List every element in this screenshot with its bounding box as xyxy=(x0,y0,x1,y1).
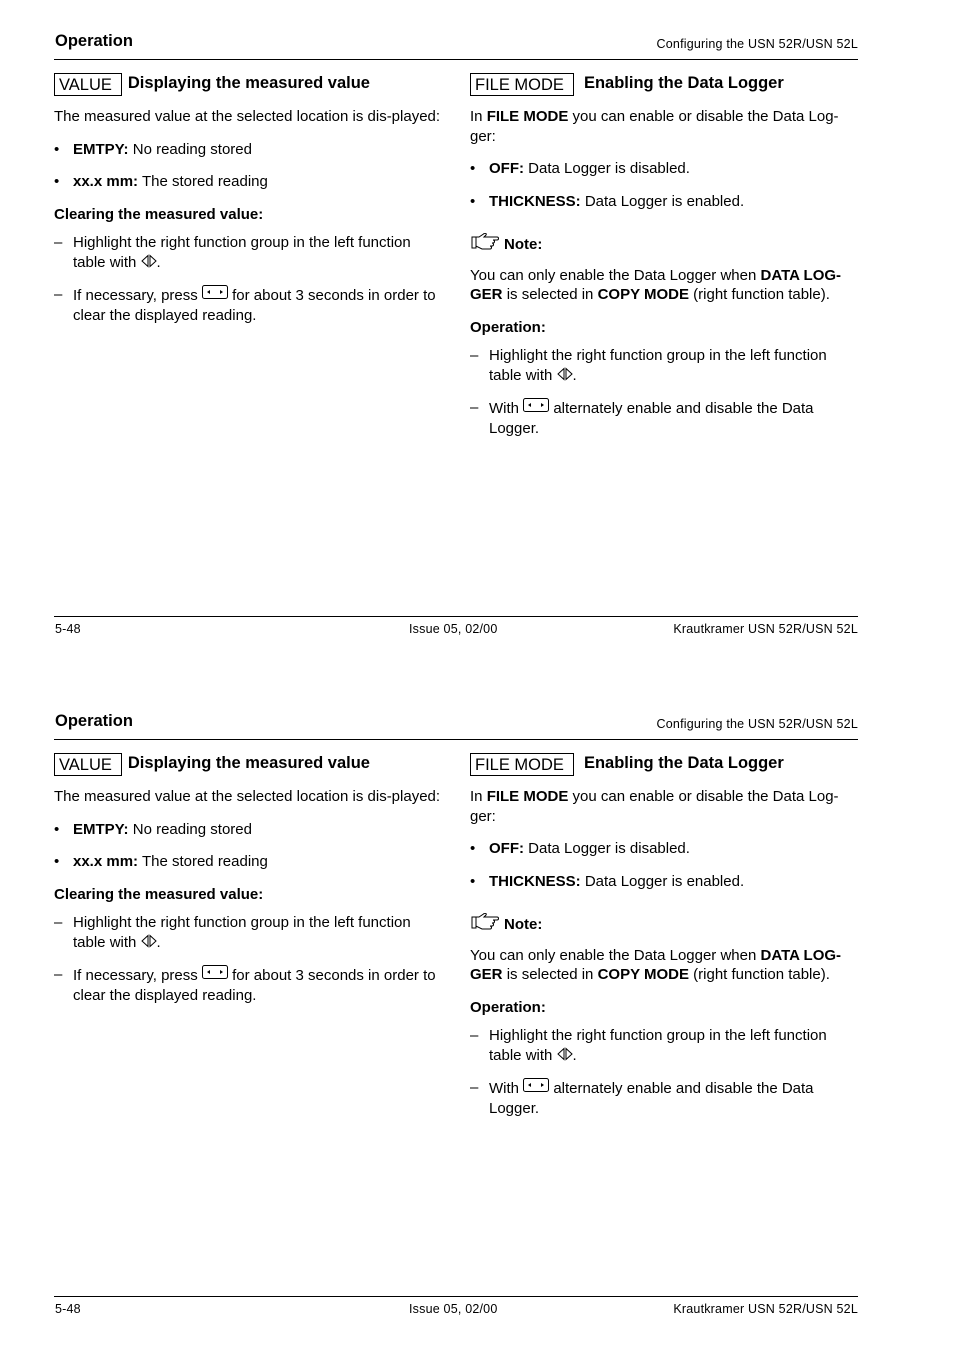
list-item: – If necessary, press for about 3 seconds in order to clear the displayed reading. xyxy=(54,966,436,1004)
page-top xyxy=(0,0,954,675)
filemode-key-label: FILE MODE xyxy=(470,753,574,776)
filemode-section-title: Enabling the Data Logger xyxy=(583,754,784,773)
list-item: • OFF: Data Logger is disabled. xyxy=(470,160,690,177)
header-chapter: Configuring the USN 52R/USN 52L xyxy=(656,37,858,51)
footer-page: 5-48 xyxy=(55,1302,81,1316)
left-right-arrow-keys-icon xyxy=(141,934,157,951)
list-item: – If necessary, press for about 3 seconds in order to clear the displayed reading. xyxy=(54,286,436,324)
enter-key-icon xyxy=(523,400,549,417)
value-section-heading xyxy=(54,752,444,776)
header-section: Operation xyxy=(55,712,133,730)
clearing-subheading: Clearing the measured value: xyxy=(54,205,264,223)
value-intro: The measured value at the selected location is dis-played: xyxy=(54,108,441,125)
note-heading: Note: xyxy=(470,233,858,257)
footer-issue: Issue 05, 02/00 xyxy=(409,622,498,636)
operation-subheading: Operation: xyxy=(470,998,546,1016)
enter-key-icon xyxy=(523,1080,549,1097)
footer-page: 5-48 xyxy=(55,622,81,636)
left-column xyxy=(54,72,444,338)
footer-product: Krautkramer USN 52R/USN 52L xyxy=(673,1302,858,1316)
pointing-hand-icon xyxy=(470,913,504,937)
footer-product: Krautkramer USN 52R/USN 52L xyxy=(673,622,858,636)
note-text: You can only enable the Data Logger when DATA LOG-GER is selected in COPY MODE (right function table). xyxy=(470,946,842,983)
left-right-arrow-keys-icon xyxy=(557,367,573,384)
left-right-arrow-keys-icon xyxy=(557,1047,573,1064)
header-chapter: Configuring the USN 52R/USN 52L xyxy=(656,717,858,731)
list-item: • EMTPY: No reading stored xyxy=(54,820,252,838)
list-item: • THICKNESS: Data Logger is enabled. xyxy=(470,192,745,210)
list-item: – Highlight the right function group in the left function table with . xyxy=(470,1027,827,1064)
footer-rule xyxy=(54,616,858,617)
value-key-label: VALUE xyxy=(54,753,122,776)
value-intro: The measured value at the selected location is dis-played: xyxy=(54,788,441,805)
right-column xyxy=(470,752,858,1131)
filemode-section-heading xyxy=(470,72,858,96)
list-item: – With alternately enable and disable the Data Logger. xyxy=(470,399,814,437)
list-item: – Highlight the right function group in the left function table with . xyxy=(54,914,411,951)
left-column xyxy=(54,752,444,1018)
value-section-title: Displaying the measured value xyxy=(127,74,370,93)
filemode-intro: In FILE MODE you can enable or disable the Data Log-ger: xyxy=(470,788,839,825)
list-item: • xx.x mm: The stored reading xyxy=(54,853,268,870)
list-item: • EMTPY: No reading stored xyxy=(54,140,252,158)
list-item: • xx.x mm: The stored reading xyxy=(54,173,268,190)
footer-issue: Issue 05, 02/00 xyxy=(409,1302,498,1316)
list-item: – With alternately enable and disable the Data Logger. xyxy=(470,1079,814,1117)
list-item: – Highlight the right function group in the left function table with . xyxy=(470,347,827,384)
filemode-section-heading xyxy=(470,752,858,776)
header-section: Operation xyxy=(55,32,133,50)
footer-rule xyxy=(54,1296,858,1297)
header-rule xyxy=(54,739,858,740)
enter-key-icon xyxy=(202,287,228,304)
note-heading: Note: xyxy=(470,913,858,937)
filemode-section-title: Enabling the Data Logger xyxy=(583,74,784,93)
filemode-key-label: FILE MODE xyxy=(470,73,574,96)
pointing-hand-icon xyxy=(470,233,504,257)
enter-key-icon xyxy=(202,967,228,984)
value-section-heading xyxy=(54,72,444,96)
operation-subheading: Operation: xyxy=(470,318,546,336)
value-section-title: Displaying the measured value xyxy=(127,754,370,773)
note-text: You can only enable the Data Logger when DATA LOG-GER is selected in COPY MODE (right function table). xyxy=(470,266,842,303)
filemode-intro: In FILE MODE you can enable or disable the Data Log-ger: xyxy=(470,108,839,145)
list-item: • THICKNESS: Data Logger is enabled. xyxy=(470,872,745,890)
header-rule xyxy=(54,59,858,60)
list-item: • OFF: Data Logger is disabled. xyxy=(470,840,690,857)
left-right-arrow-keys-icon xyxy=(141,254,157,271)
right-column xyxy=(470,72,858,451)
list-item: – Highlight the right function group in the left function table with . xyxy=(54,234,411,271)
page-bottom xyxy=(0,680,954,1355)
value-key-label: VALUE xyxy=(54,73,122,96)
clearing-subheading: Clearing the measured value: xyxy=(54,885,264,903)
